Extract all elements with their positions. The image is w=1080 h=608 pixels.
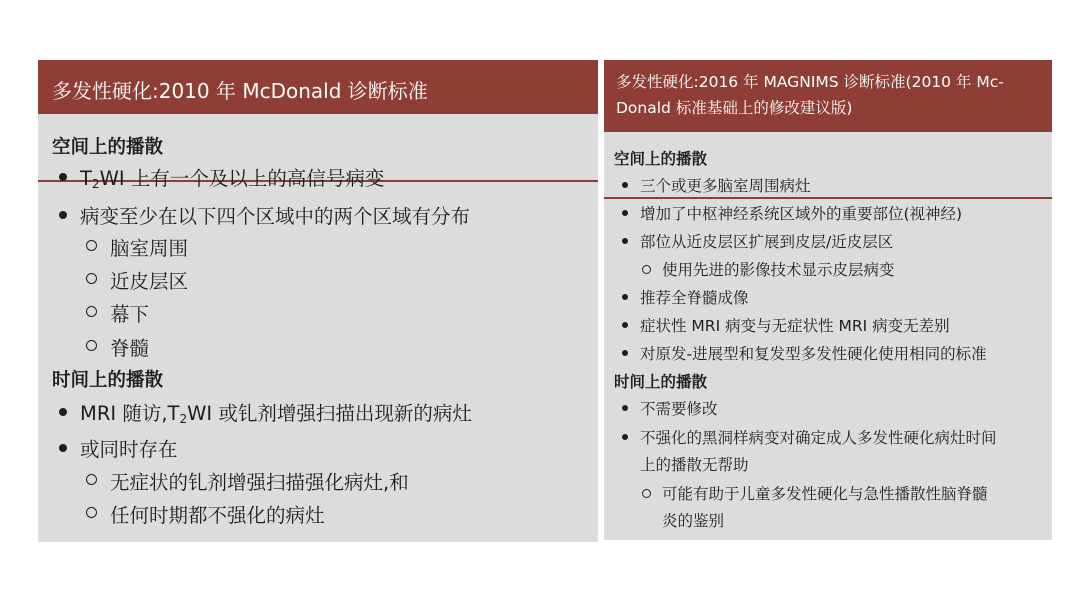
sub-bullet-icon [642, 265, 651, 274]
list-item: 不强化的黑洞样病变对确定成人多发性硬化病灶时间 [640, 429, 997, 447]
bullet-icon [59, 408, 67, 416]
sub-list-item-continuation: 炎的鉴别 [662, 512, 725, 530]
sub-bullet-icon [86, 507, 97, 518]
sub-list-item: 使用先进的影像技术显示皮层病变 [662, 261, 895, 279]
list-item-continuation: 上的播散无帮助 [640, 456, 749, 474]
list-item: 对原发-进展型和复发型多发性硬化使用相同的标准 [640, 345, 987, 363]
region-item: 脊髓 [110, 337, 150, 360]
sub-bullet-icon [86, 240, 97, 251]
title-line: 多发性硬化:2016 年 MAGNIMS 诊断标准(2010 年 Mc- [616, 73, 1004, 91]
bullet-icon [622, 210, 628, 216]
list-item: 病变至少在以下四个区域中的两个区域有分布 [80, 205, 471, 228]
bullet-icon [59, 211, 67, 219]
list-item: 不需要修改 [640, 400, 718, 418]
title-line: Donald 标准基础上的修改建议版) [616, 99, 853, 117]
magnims-2016-title [604, 60, 1052, 132]
bullet-icon [622, 322, 628, 328]
time-dissemination-heading: 时间上的播散 [614, 373, 708, 391]
list-item: 三个或更多脑室周围病灶 [640, 177, 811, 195]
sub-list-item: 无症状的钆剂增强扫描强化病灶,和 [110, 471, 409, 494]
list-item: 或同时存在 [80, 438, 178, 461]
sub-bullet-icon [86, 273, 97, 284]
mcdonald-2010-panel [38, 60, 598, 542]
sub-list-item: 任何时期都不强化的病灶 [110, 504, 325, 527]
space-dissemination-heading: 空间上的播散 [614, 150, 708, 168]
region-item: 脑室周围 [110, 237, 189, 260]
section-divider [604, 197, 1052, 199]
bullet-icon [622, 434, 628, 440]
bullet-icon [59, 173, 67, 181]
mcdonald-2010-title: 多发性硬化:2010 年 McDonald 诊断标准 [38, 60, 598, 114]
magnims-2016-panel [604, 60, 1052, 540]
region-item: 幕下 [110, 303, 150, 326]
time-dissemination-heading: 时间上的播散 [52, 370, 164, 391]
sub-bullet-icon [642, 489, 651, 498]
sub-bullet-icon [86, 340, 97, 351]
bullet-icon [59, 444, 67, 452]
list-item: $T_2WI$ 上有一个及以上的高信号病变 [80, 167, 385, 192]
list-item: 推荐全脊髓成像 [640, 289, 749, 307]
bullet-icon [622, 182, 628, 188]
space-dissemination-heading: 空间上的播散 [52, 137, 164, 158]
list-item: 症状性 MRI 病变与无症状性 MRI 病变无差别 [640, 317, 950, 335]
bullet-icon [622, 238, 628, 244]
bullet-icon [622, 405, 628, 411]
list-item: 部位从近皮层区扩展到皮层/近皮层区 [640, 233, 894, 251]
sub-bullet-icon [86, 306, 97, 317]
list-item: 增加了中枢神经系统区域外的重要部位(视神经) [640, 205, 963, 223]
bullet-icon [622, 294, 628, 300]
region-item: 近皮层区 [110, 270, 189, 293]
sub-list-item: 可能有助于儿童多发性硬化与急性播散性脑脊髓 [662, 485, 988, 503]
list-item: MRI 随访$,T_2WI$ 或钆剂增强扫描出现新的病灶 [80, 402, 472, 427]
sub-bullet-icon [86, 474, 97, 485]
bullet-icon [622, 350, 628, 356]
